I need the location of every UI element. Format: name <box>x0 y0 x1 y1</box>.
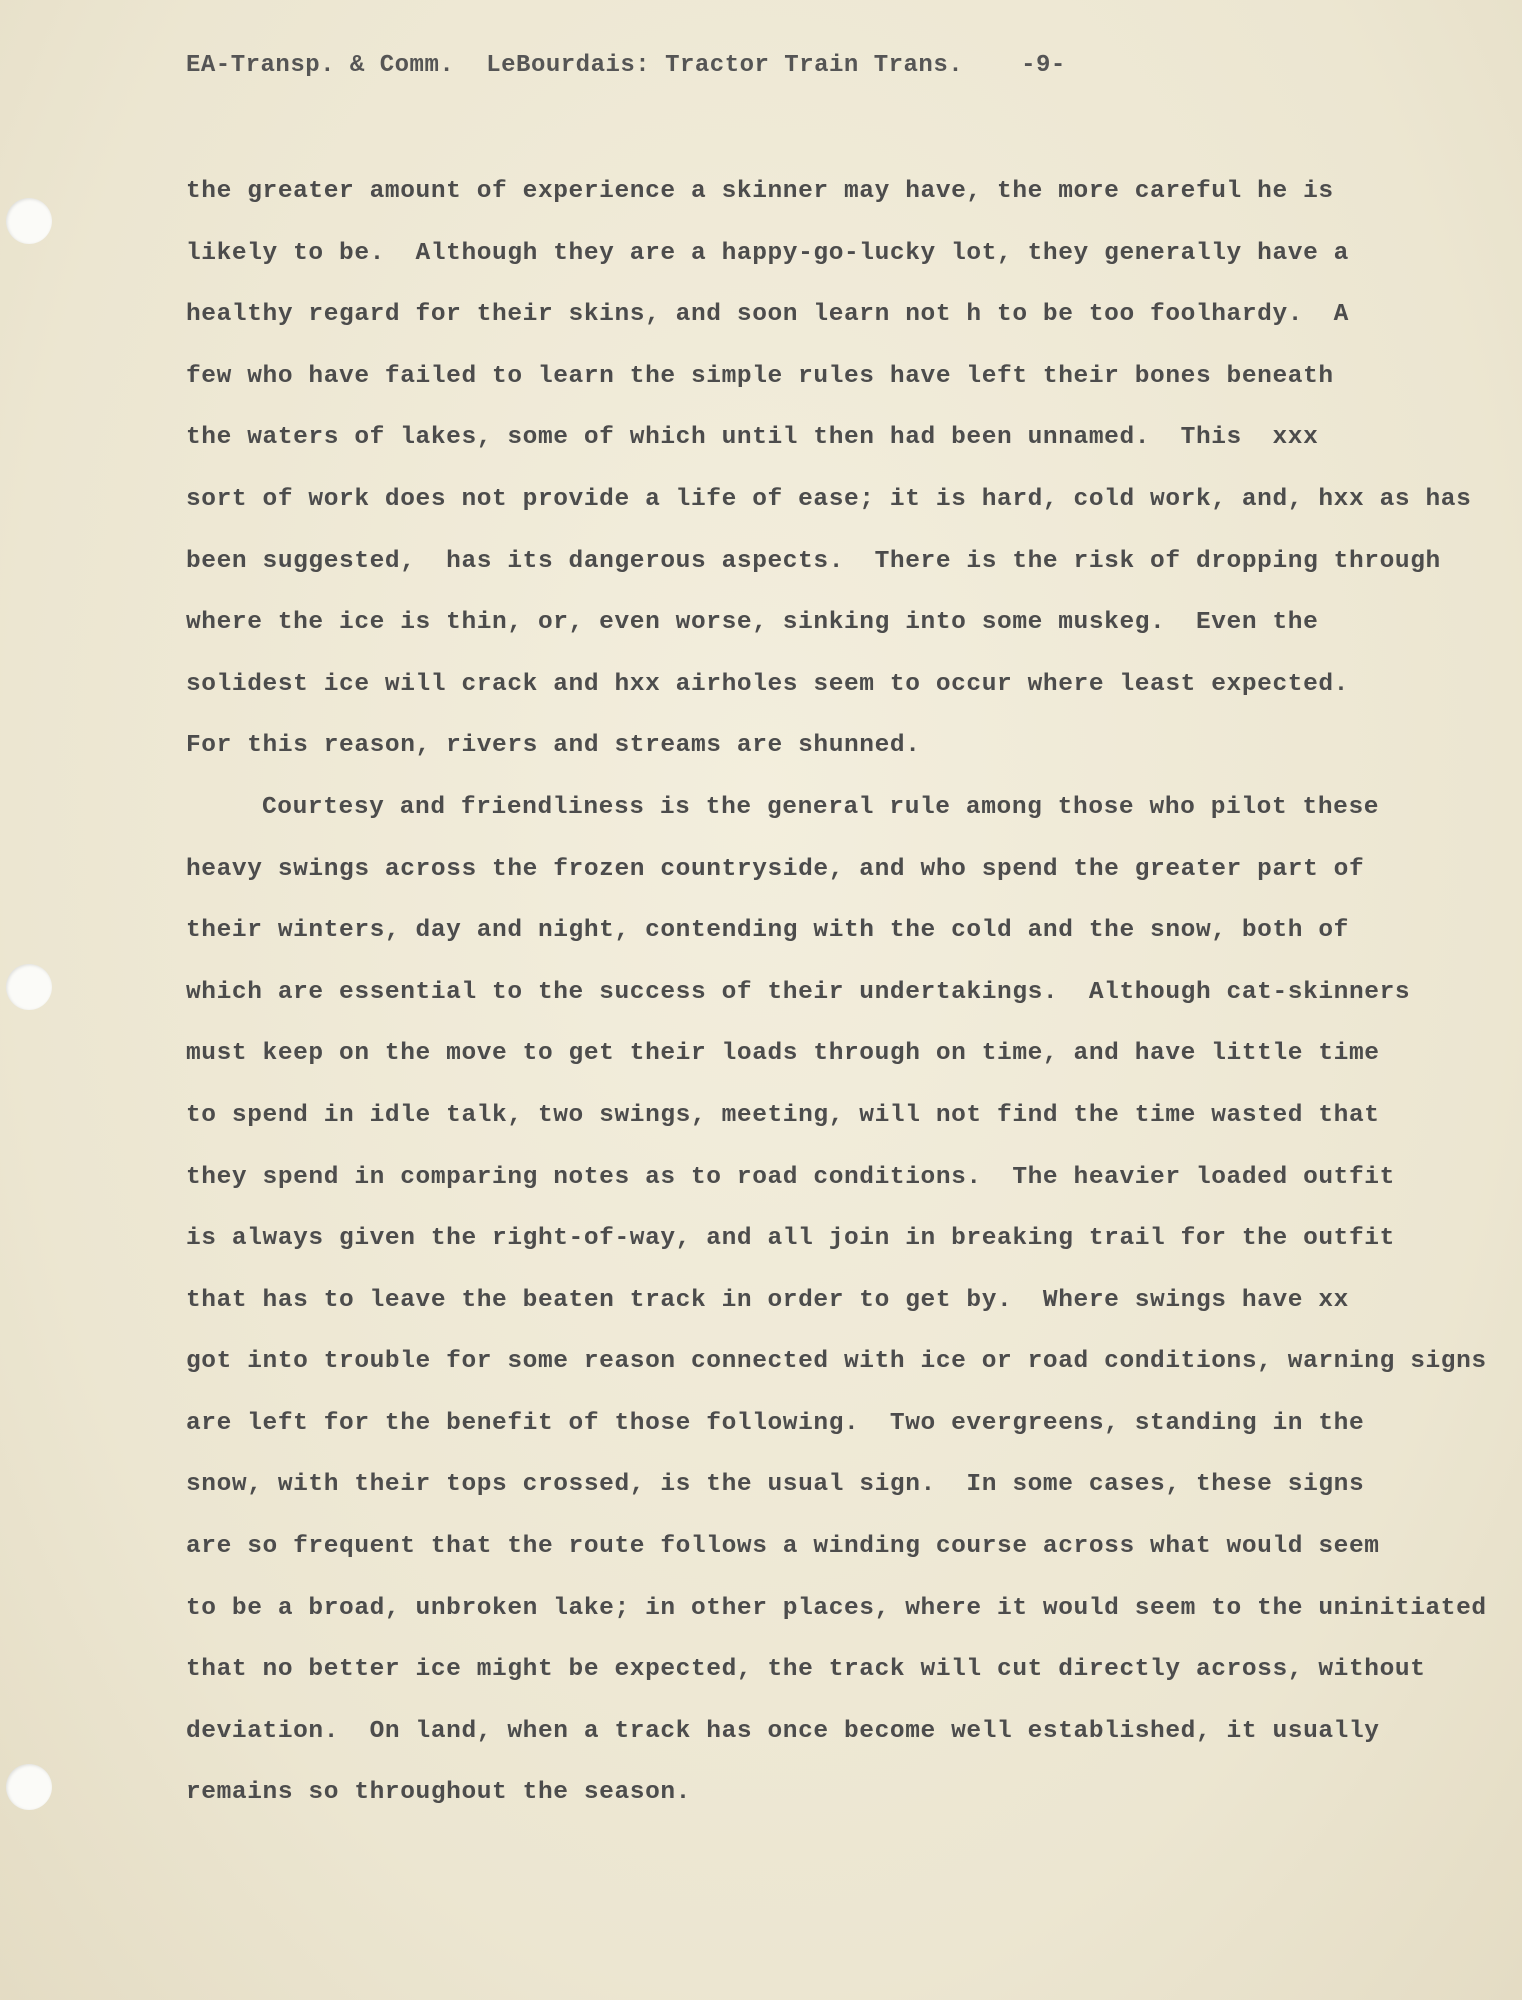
text-line: which are essential to the success of their undertakings. Although cat-skinners <box>186 978 1411 1006</box>
text-line: sort of work does not provide a life of ease; it is hard, cold work, and, hxx as has <box>186 485 1472 513</box>
header-section: EA-Transp. & Comm. <box>186 52 455 79</box>
text-line: healthy regard for their skins, and soon learn not h to be too foolhardy. A <box>186 301 1349 329</box>
text-line: where the ice is thin, or, even worse, sinking into some muskeg. Even the <box>186 609 1319 637</box>
text-line: are left for the benefit of those following. Two evergreens, standing in the <box>186 1409 1365 1437</box>
text-line: heavy swings across the frozen countryside, and who spend the greater part of <box>186 855 1365 883</box>
text-line: snow, with their tops crossed, is the usual sign. In some cases, these signs <box>186 1471 1365 1499</box>
punch-hole-middle <box>6 964 52 1010</box>
text-line: been suggested, has its dangerous aspects. There is the risk of dropping through <box>186 547 1441 575</box>
page-header <box>186 52 1098 79</box>
text-line: must keep on the move to get their loads through on time, and have little time <box>186 1040 1380 1068</box>
punch-hole-bottom <box>6 1764 52 1810</box>
text-line: that has to leave the beaten track in order to get by. Where swings have xx <box>186 1286 1349 1314</box>
text-line: got into trouble for some reason connected with ice or road conditions, warning signs <box>186 1348 1487 1376</box>
text-line: that no better ice might be expected, the track will cut directly across, without <box>186 1656 1426 1684</box>
text-line: For this reason, rivers and streams are shunned. <box>186 732 921 760</box>
text-line: is always given the right-of-way, and all join in breaking trail for the outfit <box>186 1225 1395 1253</box>
text-line: few who have failed to learn the simple rules have left their bones beneath <box>186 362 1334 390</box>
text-line: Courtesy and friendliness is the general rule among those who pilot these <box>262 793 1380 821</box>
body-text <box>186 172 1496 1835</box>
text-line: likely to be. Although they are a happy-go-lucky lot, they generally have a <box>186 239 1349 267</box>
text-line: the greater amount of experience a skinner may have, the more careful he is <box>186 178 1334 205</box>
punch-hole-top <box>6 198 52 244</box>
text-line: their winters, day and night, contending with the cold and the snow, both of <box>186 917 1349 945</box>
text-line: to spend in idle talk, two swings, meeting, will not find the time wasted that <box>186 1101 1380 1129</box>
text-line: they spend in comparing notes as to road conditions. The heavier loaded outfit <box>186 1163 1395 1191</box>
header-author-title: LeBourdais: Tractor Train Trans. <box>486 52 964 79</box>
text-line: deviation. On land, when a track has once become well established, it usually <box>186 1717 1380 1745</box>
text-line: to be a broad, unbroken lake; in other places, where it would seem to the uninitiated <box>186 1594 1487 1622</box>
text-line: are so frequent that the route follows a winding course across what would seem <box>186 1533 1380 1561</box>
page-number: -9- <box>1021 52 1066 79</box>
text-line: solidest ice will crack and hxx airholes seem to occur where least expected. <box>186 670 1349 698</box>
text-line: the waters of lakes, some of which until then had been unnamed. This xxx <box>186 424 1319 452</box>
text-line: remains so throughout the season. <box>186 1779 691 1807</box>
